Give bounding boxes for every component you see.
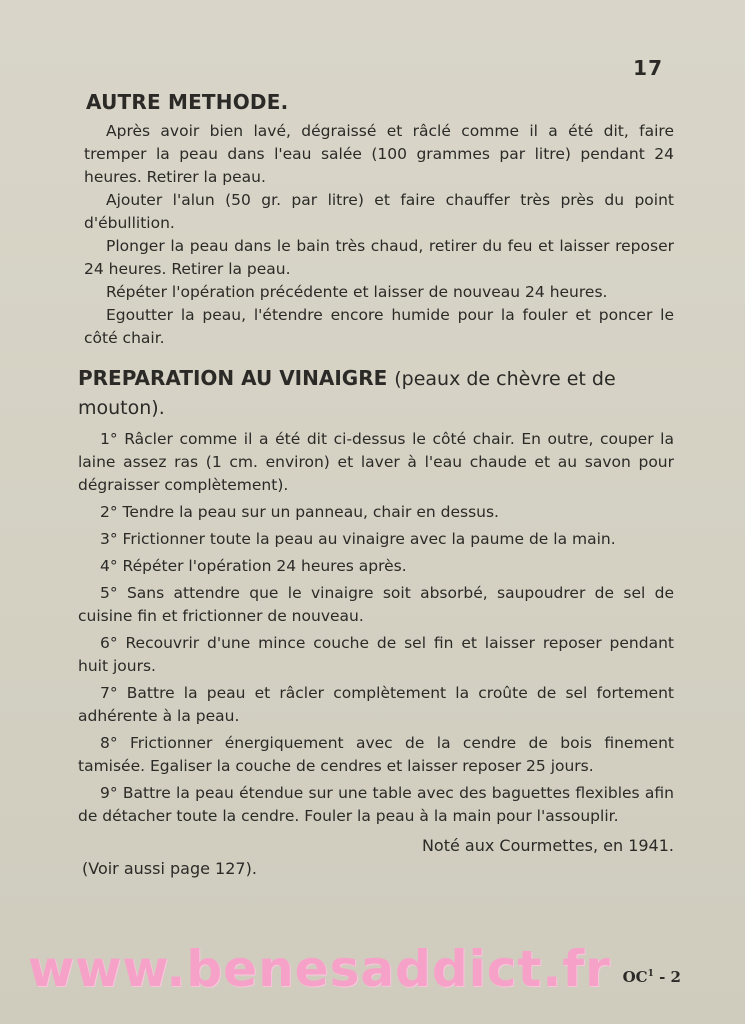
page-number: 17 xyxy=(633,56,663,80)
step-item: 7° Battre la peau et râcler complètement la croûte de sel fortement adhérente à la peau. xyxy=(78,684,674,725)
watermark-text: www.benesaddict.fr xyxy=(28,940,611,998)
step-item: 8° Frictionner énergiquement avec de la cendre de bois finement tamisée. Egaliser la couche de cendres et laisser reposer 25 jours. xyxy=(78,734,674,775)
section-title-autre-methode: AUTRE METHODE. xyxy=(86,90,289,114)
step-item: 4° Répéter l'opération 24 heures après. xyxy=(100,557,407,575)
signature-code-sup: 1 xyxy=(647,969,654,979)
step-item: 2° Tendre la peau sur un panneau, chair en dessus. xyxy=(100,503,499,521)
step-item: 9° Battre la peau étendue sur une table avec des baguettes flexibles afin de détacher toute la cendre. Fouler la peau à la main pour l'assouplir. xyxy=(78,784,674,825)
paragraph: Egoutter la peau, l'étendre encore humide pour la fouler et poncer le côté chair. xyxy=(84,306,674,347)
section-preparation-vinaigre xyxy=(78,364,674,828)
signature-code-main: OC xyxy=(622,968,648,986)
signature-note: Noté aux Courmettes, en 1941. xyxy=(421,836,674,855)
signature-code xyxy=(623,968,681,986)
step-item: 1° Râcler comme il a été dit ci-dessus le côté chair. En outre, couper la laine assez ras (1 cm. environ) et laver à l'eau chaude et au savon pour dégraisser complètement). xyxy=(78,430,674,494)
paragraph: Après avoir bien lavé, dégraissé et râclé comme il a été dit, faire tremper la peau dans l'eau salée (100 grammes par litre) pendant 24 heures. Retirer la peau. xyxy=(84,122,674,186)
signature-code-suffix: - 2 xyxy=(653,968,681,986)
section-title-subtitle: (peaux de chèvre et de mouton). xyxy=(78,368,616,419)
paragraph: Plonger la peau dans le bain très chaud, retirer du feu et laisser reposer 24 heures. Retirer la peau. xyxy=(84,237,674,278)
section-autre-methode xyxy=(78,90,674,350)
section-title-preparation xyxy=(78,364,674,422)
page-footer xyxy=(0,938,745,1008)
step-item: 3° Frictionner toute la peau au vinaigre avec la paume de la main. xyxy=(100,530,616,548)
page-content xyxy=(78,90,674,880)
step-item: 6° Recouvrir d'une mince couche de sel fin et laisser reposer pendant huit jours. xyxy=(78,634,674,675)
step-item: 5° Sans attendre que le vinaigre soit absorbé, saupoudrer de sel de cuisine fin et frictionner de nouveau. xyxy=(78,584,674,625)
paragraph: Répéter l'opération précédente et laisser de nouveau 24 heures. xyxy=(106,283,608,301)
section-title-main: PREPARATION AU VINAIGRE xyxy=(78,366,388,390)
paragraph: Ajouter l'alun (50 gr. par litre) et faire chauffer très près du point d'ébullition. xyxy=(84,191,674,232)
see-also-reference: (Voir aussi page 127). xyxy=(82,859,257,878)
